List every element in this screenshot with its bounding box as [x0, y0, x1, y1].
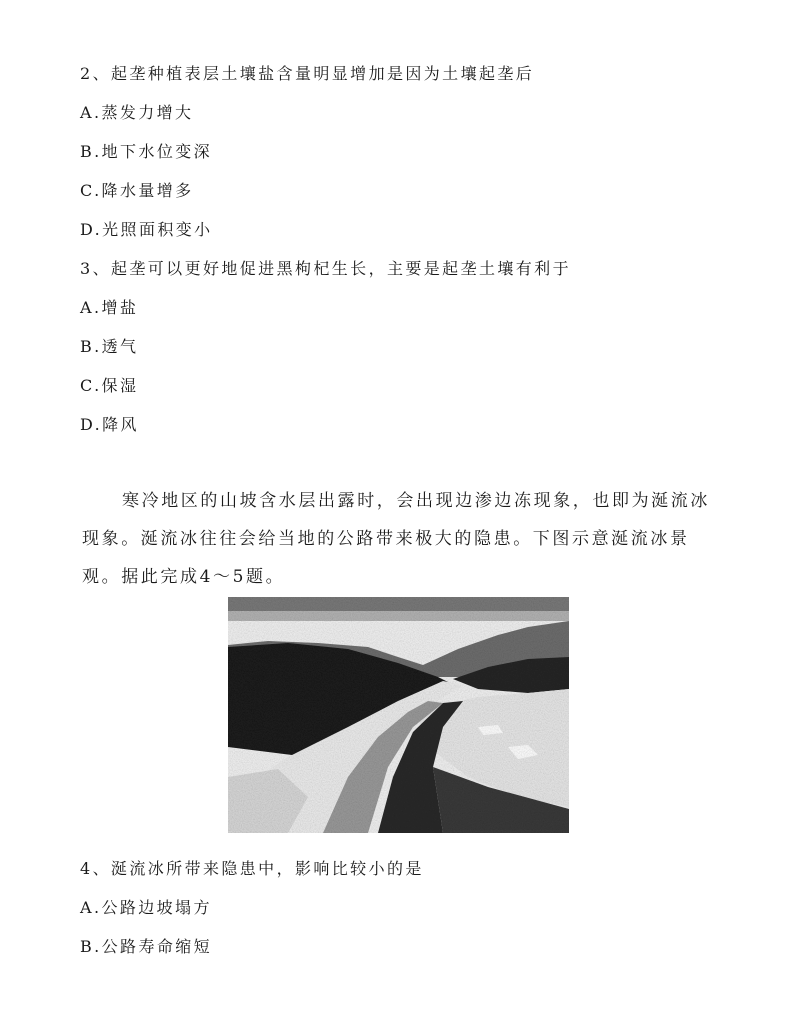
question-2-stem: 2、起垄种植表层土壤盐含量明显增加是因为土壤起垄后	[80, 64, 535, 83]
question-4-option-a: A.公路边坡塌方	[80, 898, 212, 917]
question-4-stem: 4、涎流冰所带来隐患中，影响比较小的是	[80, 859, 424, 878]
question-2-option-c: C.降水量增多	[80, 181, 194, 200]
reading-passage: 寒冷地区的山坡含水层出露时，会出现边渗边冻现象，也即为涎流冰现象。涎流冰往往会给当地的公路带来极大的隐患。下图示意涎流冰景观。据此完成4～5题。	[82, 491, 710, 587]
question-4-option-b: B.公路寿命缩短	[80, 937, 213, 956]
icefall-road-illustration	[228, 597, 569, 833]
question-2-option-d: D.光照面积变小	[80, 220, 213, 239]
question-3-stem: 3、起垄可以更好地促进黑枸杞生长，主要是起垄土壤有利于	[80, 259, 571, 278]
question-3-option-a: A.增盐	[80, 298, 139, 317]
question-3-option-b: B.透气	[80, 337, 139, 356]
question-2-option-a: A.蒸发力增大	[80, 103, 194, 122]
question-3-option-d: D.降风	[80, 415, 139, 434]
icefall-road-photo	[228, 597, 569, 833]
question-2-option-b: B.地下水位变深	[80, 142, 213, 161]
question-3-option-c: C.保湿	[80, 376, 139, 395]
